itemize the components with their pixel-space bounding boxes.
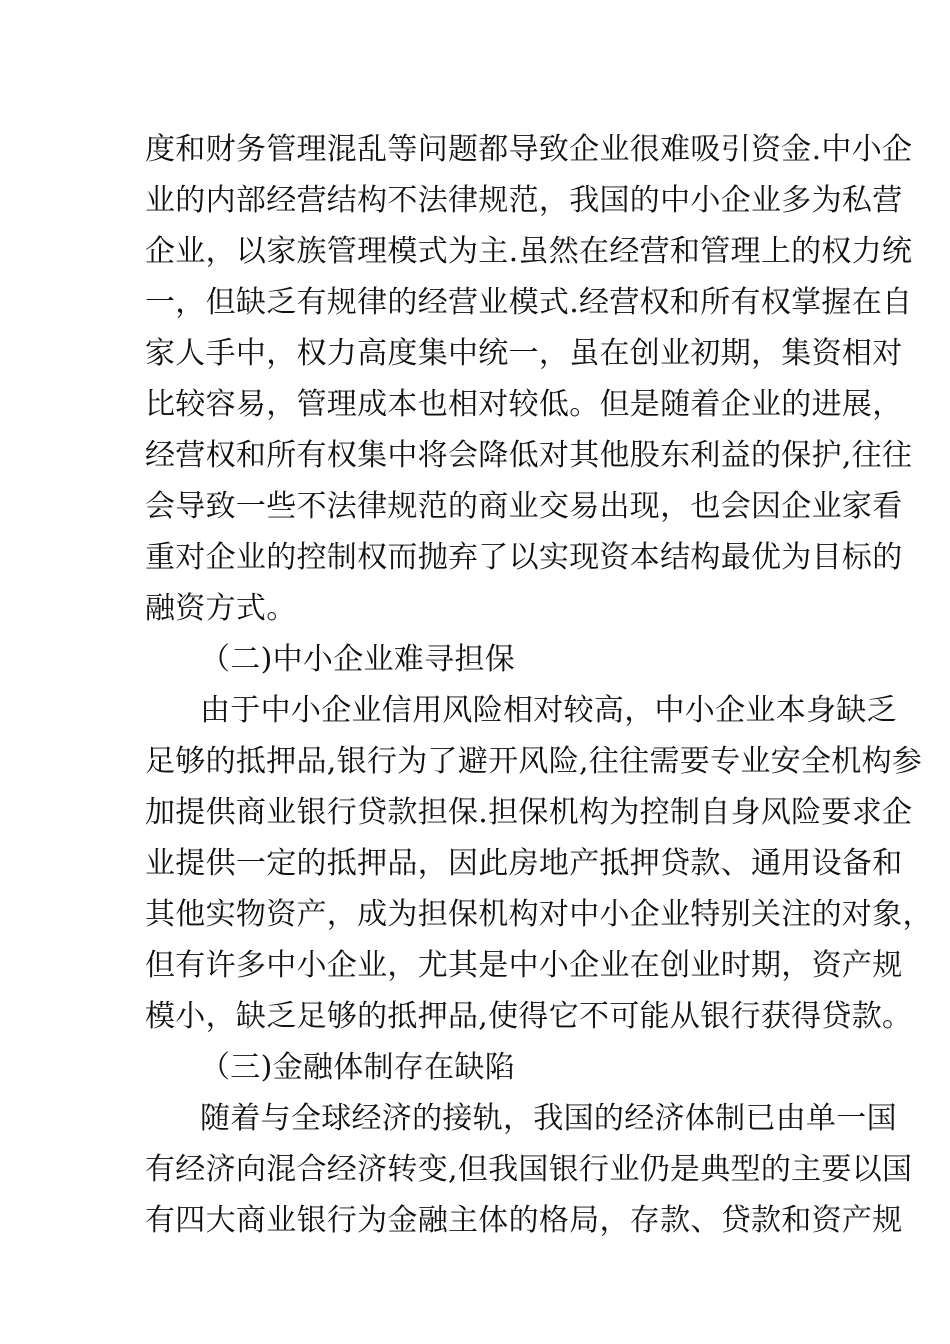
paragraph-2-line: 业提供一定的抵押品，因此房地产抵押贷款、通用设备和 <box>145 846 903 881</box>
paragraph-2-line: 模小，缺乏足够的抵押品,使得它不可能从银行获得贷款。 <box>145 999 913 1034</box>
paragraph-2-line: 其他实物资产，成为担保机构对中小企业特别关注的对象， <box>145 897 933 932</box>
paragraph-1-line: 业的内部经营结构不法律规范，我国的中小企业多为私营 <box>145 183 903 218</box>
paragraph-1-line: 一，但缺乏有规律的经营业模式.经营权和所有权掌握在自 <box>145 285 913 320</box>
paragraph-2-line: 加提供商业银行贷款担保.担保机构为控制自身风险要求企 <box>145 795 913 830</box>
paragraph-1-line: 度和财务管理混乱等问题都导致企业很难吸引资金.中小企 <box>145 132 913 167</box>
paragraph-1-line: 家人手中，权力高度集中统一，虽在创业初期，集资相对 <box>145 336 903 371</box>
section-heading-2: （二)中小企业难寻担保 <box>200 642 516 677</box>
paragraph-3-line: 随着与全球经济的接轨，我国的经济体制已由单一国 <box>200 1101 897 1136</box>
paragraph-2-line: 但有许多中小企业，尤其是中小企业在创业时期，资产规 <box>145 948 903 983</box>
paragraph-1-line: 比较容易，管理成本也相对较低。但是随着企业的进展， <box>145 387 903 422</box>
paragraph-2-line: 由于中小企业信用风险相对较高，中小企业本身缺乏 <box>200 693 897 728</box>
paragraph-1-line: 经营权和所有权集中将会降低对其他股东利益的保护,往往 <box>145 438 913 473</box>
paragraph-2-line: 足够的抵押品,银行为了避开风险,往往需要专业安全机构参 <box>145 744 923 779</box>
section-heading-3: （三)金融体制存在缺陷 <box>200 1050 516 1085</box>
paragraph-1-line: 重对企业的控制权而抛弃了以实现资本结构最优为目标的 <box>145 540 903 575</box>
paragraph-1-line: 企业，以家族管理模式为主.虽然在经营和管理上的权力统 <box>145 234 913 269</box>
paragraph-1-line: 会导致一些不法律规范的商业交易出现，也会因企业家看 <box>145 489 903 524</box>
paragraph-1-line: 融资方式。 <box>145 591 297 626</box>
paragraph-3-line: 有四大商业银行为金融主体的格局，存款、贷款和资产规 <box>145 1203 903 1238</box>
paragraph-3-line: 有经济向混合经济转变,但我国银行业仍是典型的主要以国 <box>145 1152 913 1187</box>
